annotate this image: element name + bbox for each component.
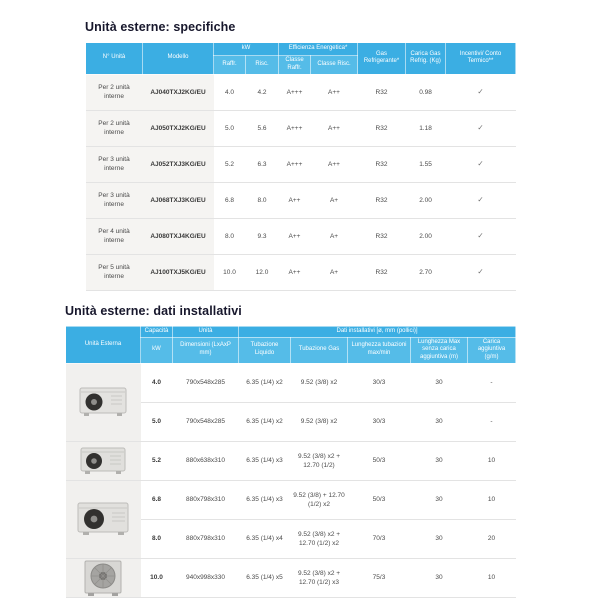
cell-kw-risc: 5.6 — [246, 110, 279, 146]
outdoor-unit-image-medium — [66, 445, 141, 477]
cell-classe-risc: A++ — [311, 146, 358, 182]
cell-gas: R32 — [358, 254, 406, 290]
header-kw-raffr: Raffr. — [214, 56, 246, 75]
cell-kw-raffr: 4.0 — [214, 74, 246, 110]
cell-capacita: 4.0 — [141, 363, 173, 402]
cell-capacita: 5.0 — [141, 402, 173, 441]
cell-carica-aggiuntiva: 10 — [468, 558, 516, 597]
spec-row — [86, 74, 516, 110]
header-dimensioni: Dimensioni (LxAxP mm) — [173, 337, 239, 363]
cell-lunghezza: 30/3 — [348, 363, 411, 402]
cell-capacita: 10.0 — [141, 558, 173, 597]
cell-carica: 2.00 — [406, 218, 446, 254]
spec-row — [86, 146, 516, 182]
cell-carica: 2.00 — [406, 182, 446, 218]
cell-gas: R32 — [358, 74, 406, 110]
cell-dimensioni: 880x798x310 — [173, 480, 239, 519]
cell-carica-aggiuntiva: 10 — [468, 480, 516, 519]
checkmark-icon: ✓ — [446, 218, 516, 254]
spec-section — [85, 20, 515, 291]
outdoor-unit-image-large — [66, 500, 141, 538]
header-capacita-kw: kW — [141, 337, 173, 363]
cell-gas: R32 — [358, 218, 406, 254]
cell-modello: AJ050TXJ2KG/EU — [143, 110, 214, 146]
cell-classe-risc: A+ — [311, 254, 358, 290]
header-tubazione-gas: Tubazione Gas — [291, 337, 348, 363]
header-kw-risc: Risc. — [246, 56, 279, 75]
cell-kw-raffr: 6.8 — [214, 182, 246, 218]
cell-lunghezza-max: 30 — [411, 441, 468, 480]
outdoor-unit-icon — [75, 500, 131, 538]
cell-lunghezza-max: 30 — [411, 363, 468, 402]
cell-kw-risc: 6.3 — [246, 146, 279, 182]
cell-capacita: 6.8 — [141, 480, 173, 519]
cell-classe-raffr: A+++ — [279, 110, 311, 146]
checkmark-icon: ✓ — [446, 110, 516, 146]
header-carica: Carica Gas Refrig. (Kg) — [406, 43, 446, 75]
install-title: Unità esterne: dati installativi — [65, 303, 242, 318]
cell-modello: AJ040TXJ2KG/EU — [143, 74, 214, 110]
spec-row — [86, 182, 516, 218]
cell-classe-raffr: A+++ — [279, 74, 311, 110]
cell-classe-raffr: A++ — [279, 218, 311, 254]
cell-classe-risc: A++ — [311, 110, 358, 146]
cell-dimensioni: 940x998x330 — [173, 558, 239, 597]
cell-kw-raffr: 10.0 — [214, 254, 246, 290]
cell-unita: Per 4 unità interne — [86, 218, 143, 254]
cell-tubazione-gas: 9.52 (3/8) + 12.70 (1/2) x2 — [291, 480, 348, 519]
spec-row — [86, 110, 516, 146]
cell-tubazione-gas: 9.52 (3/8) x2 + 12.70 (1/2) — [291, 441, 348, 480]
spec-row — [86, 218, 516, 254]
outdoor-unit-photo — [66, 363, 141, 441]
header-lunghezza-tubazioni: Lunghezza tubazioni max/min — [348, 337, 411, 363]
outdoor-unit-image-small — [66, 385, 141, 419]
cell-kw-risc: 12.0 — [246, 254, 279, 290]
cell-lunghezza: 70/3 — [348, 519, 411, 558]
cell-tubazione-gas: 9.52 (3/8) x2 + 12.70 (1/2) x3 — [291, 558, 348, 597]
cell-kw-raffr: 5.2 — [214, 146, 246, 182]
cell-lunghezza: 30/3 — [348, 402, 411, 441]
install-row — [66, 363, 516, 402]
install-row — [66, 480, 516, 519]
cell-capacita: 8.0 — [141, 519, 173, 558]
cell-carica-aggiuntiva: 20 — [468, 519, 516, 558]
outdoor-unit-photo — [66, 480, 141, 558]
cell-unita: Per 3 unità interne — [86, 146, 143, 182]
cell-kw-risc: 4.2 — [246, 74, 279, 110]
spec-row — [86, 254, 516, 290]
cell-carica-aggiuntiva: 10 — [468, 441, 516, 480]
header-modello: Modello — [143, 43, 214, 75]
cell-tubazione-liquido: 6.35 (1/4) x3 — [239, 441, 291, 480]
header-group-kw: kW — [214, 43, 279, 56]
outdoor-unit-icon — [77, 385, 129, 419]
header-carica-aggiuntiva: Carica aggiuntiva (g/m) — [468, 337, 516, 363]
cell-classe-risc: A+ — [311, 218, 358, 254]
outdoor-unit-photo — [66, 558, 141, 597]
header-gas: Gas Refrigerante* — [358, 43, 406, 75]
cell-dimensioni: 790x548x285 — [173, 363, 239, 402]
cell-kw-raffr: 8.0 — [214, 218, 246, 254]
checkmark-icon: ✓ — [446, 74, 516, 110]
cell-tubazione-liquido: 6.35 (1/4) x3 — [239, 480, 291, 519]
install-table — [65, 326, 516, 598]
header-tubazione-liquido: Tubazione Liquido — [239, 337, 291, 363]
cell-lunghezza-max: 30 — [411, 519, 468, 558]
cell-classe-raffr: A+++ — [279, 146, 311, 182]
cell-modello: AJ100TXJ5KG/EU — [143, 254, 214, 290]
outdoor-unit-image-tall — [66, 559, 141, 597]
cell-carica: 1.55 — [406, 146, 446, 182]
cell-tubazione-gas: 9.52 (3/8) x2 — [291, 402, 348, 441]
cell-modello: AJ052TXJ3KG/EU — [143, 146, 214, 182]
cell-tubazione-liquido: 6.35 (1/4) x2 — [239, 402, 291, 441]
spec-table — [85, 42, 516, 291]
header-group-efficienza: Efficienza Energetica* — [279, 43, 358, 56]
cell-classe-raffr: A++ — [279, 182, 311, 218]
cell-gas: R32 — [358, 110, 406, 146]
cell-tubazione-gas: 9.52 (3/8) x2 — [291, 363, 348, 402]
cell-unita: Per 2 unità interne — [86, 74, 143, 110]
header-unita: Unità — [173, 326, 239, 337]
install-section — [65, 304, 515, 598]
header-classe-raffr: Classe Raffr. — [279, 56, 311, 75]
checkmark-icon: ✓ — [446, 254, 516, 290]
cell-carica-aggiuntiva: - — [468, 402, 516, 441]
cell-carica: 0.98 — [406, 74, 446, 110]
cell-unita: Per 3 unità interne — [86, 182, 143, 218]
cell-carica: 2.70 — [406, 254, 446, 290]
header-lunghezza-max: Lunghezza Max senza carica aggiuntiva (m) — [411, 337, 468, 363]
cell-unita: Per 2 unità interne — [86, 110, 143, 146]
cell-classe-risc: A++ — [311, 74, 358, 110]
cell-lunghezza: 50/3 — [348, 480, 411, 519]
cell-carica-aggiuntiva: - — [468, 363, 516, 402]
cell-carica: 1.18 — [406, 110, 446, 146]
cell-gas: R32 — [358, 146, 406, 182]
cell-tubazione-liquido: 6.35 (1/4) x2 — [239, 363, 291, 402]
cell-classe-risc: A+ — [311, 182, 358, 218]
cell-lunghezza: 75/3 — [348, 558, 411, 597]
header-incentivi: Incentivi/ Conto Termico** — [446, 43, 516, 75]
spec-title: Unità esterne: specifiche — [85, 20, 236, 34]
checkmark-icon: ✓ — [446, 182, 516, 218]
cell-modello: AJ068TXJ3KG/EU — [143, 182, 214, 218]
cell-gas: R32 — [358, 182, 406, 218]
cell-capacita: 5.2 — [141, 441, 173, 480]
cell-kw-risc: 9.3 — [246, 218, 279, 254]
cell-lunghezza-max: 30 — [411, 402, 468, 441]
header-capacita: Capacità — [141, 326, 173, 337]
outdoor-unit-photo — [66, 441, 141, 480]
install-row — [66, 558, 516, 597]
header-classe-risc: Classe Risc. — [311, 56, 358, 75]
cell-tubazione-liquido: 6.35 (1/4) x5 — [239, 558, 291, 597]
outdoor-unit-icon — [81, 559, 125, 597]
cell-dimensioni: 790x548x285 — [173, 402, 239, 441]
cell-kw-raffr: 5.0 — [214, 110, 246, 146]
checkmark-icon: ✓ — [446, 146, 516, 182]
cell-tubazione-liquido: 6.35 (1/4) x4 — [239, 519, 291, 558]
cell-dimensioni: 880x638x310 — [173, 441, 239, 480]
header-unita-esterna: Unità Esterna — [66, 326, 141, 363]
cell-lunghezza: 50/3 — [348, 441, 411, 480]
install-row — [66, 441, 516, 480]
outdoor-unit-icon — [78, 445, 128, 477]
cell-lunghezza-max: 30 — [411, 480, 468, 519]
cell-modello: AJ080TXJ4KG/EU — [143, 218, 214, 254]
header-n-unita: N° Unità — [86, 43, 143, 75]
header-group-dati-installativi: Dati installativi [ø, mm (pollici)] — [239, 326, 516, 337]
cell-dimensioni: 880x798x310 — [173, 519, 239, 558]
cell-kw-risc: 8.0 — [246, 182, 279, 218]
cell-classe-raffr: A++ — [279, 254, 311, 290]
cell-tubazione-gas: 9.52 (3/8) x2 + 12.70 (1/2) x2 — [291, 519, 348, 558]
cell-unita: Per 5 unità interne — [86, 254, 143, 290]
cell-lunghezza-max: 30 — [411, 558, 468, 597]
